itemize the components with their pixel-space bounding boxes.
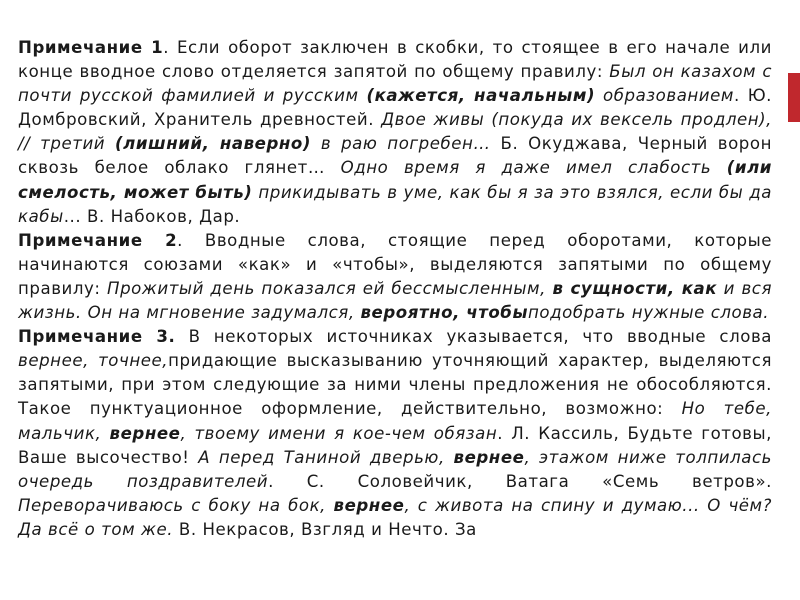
note-1-label: Примечание 1 xyxy=(18,38,164,57)
note-1-example-3-bold: (или смелость, может быть) xyxy=(18,158,772,202)
note-1-example-1-end: образованием xyxy=(595,86,734,106)
note-1-example-1: Был он казахом с почти русской фамилией и русским xyxy=(18,62,773,106)
note-3-example-1-end: , твоему имени я кое-чем обязан xyxy=(180,423,498,443)
note-1-source-3: ... В. Набоков, Дар. xyxy=(63,206,241,226)
note-3-example-2-bold: вернее xyxy=(453,447,525,467)
note-3-source-3: В. Некрасов, Взгляд и Нечто. За xyxy=(173,519,477,539)
note-2-paragraph xyxy=(18,229,772,325)
note-3-example-3: Переворачиваюсь с боку на бок, xyxy=(18,495,334,515)
note-1-example-2: Двое живы (покуда их вексель продлен), // третий xyxy=(18,110,772,154)
note-3-text-2: придающие высказыванию уточняющий характер, выделяются запятыми, при этом следующие за ними члены предложения не обособляются. Такое пунктуационное оформление, действительно, возможно: xyxy=(18,351,772,419)
note-2-example-2-bold: вероятно, чтобы xyxy=(360,303,529,323)
note-2-example-2-end: подобрать нужные слова. xyxy=(528,303,770,323)
note-2-example-1: Прожитый день показался ей бессмысленным, xyxy=(100,278,553,298)
note-3-text: В некоторых источниках указывается, что вводные слова xyxy=(175,327,772,347)
note-3-example-1: Но тебе, мальчик, xyxy=(18,399,772,443)
note-2-label: Примечание 2 xyxy=(18,230,178,250)
note-1-example-2-bold: (лишний, наверно) xyxy=(115,134,311,154)
note-3-source-1: . Л. Кассиль, Будьте готовы, Ваше высочество! xyxy=(18,423,772,467)
note-1-source-2: Б. Окуджава, Черный ворон сквозь белое облако глянет… xyxy=(18,134,772,178)
note-3-example-2-end: , этажом ниже толпилась очередь поздравителей xyxy=(18,447,772,491)
note-3-paragraph xyxy=(18,325,772,542)
note-3-example-3-bold: вернее xyxy=(333,495,405,515)
note-1-text: . Если оборот заключен в скобки, то стоящее в его начале или конце вводное слово отделяется запятой по общему правилу: xyxy=(18,38,772,82)
note-2-text: . Вводные слова, стоящие перед оборотами, которые начинаются союзами «как» и «чтобы», выделяются запятыми по общему правилу: xyxy=(18,230,772,298)
note-1-source-1: . Ю. Домбровский, Хранитель древностей. xyxy=(18,86,772,130)
note-2-example-2: и вся жизнь. Он на мгновение задумался, xyxy=(18,278,772,323)
note-2-example-1-bold: в сущности, как xyxy=(552,278,718,298)
accent-bar xyxy=(788,73,800,122)
note-1-example-3: Одно время я даже имел слабость xyxy=(325,158,727,178)
note-3-example-2: А перед Таниной дверью, xyxy=(189,447,454,467)
text-block xyxy=(18,36,772,542)
note-3-label: Примечание 3. xyxy=(18,327,176,347)
note-1-example-3-end: прикидывать в уме, как бы я за это взялся, если бы да кабы xyxy=(18,182,772,226)
note-1-paragraph xyxy=(18,36,772,229)
note-3-example-1-bold: вернее xyxy=(109,423,181,443)
note-1-example-1-bold: (кажется, начальным) xyxy=(366,86,596,106)
note-3-source-2: . С. Соловейчик, Ватага «Семь ветров». xyxy=(268,471,772,491)
note-3-example-3-end: , с живота на спину и думаю... О чём? Да всё о том же. xyxy=(18,495,772,539)
note-3-words: вернее, точнее, xyxy=(18,351,169,371)
note-1-example-2-end: в раю погребен… xyxy=(310,134,491,154)
